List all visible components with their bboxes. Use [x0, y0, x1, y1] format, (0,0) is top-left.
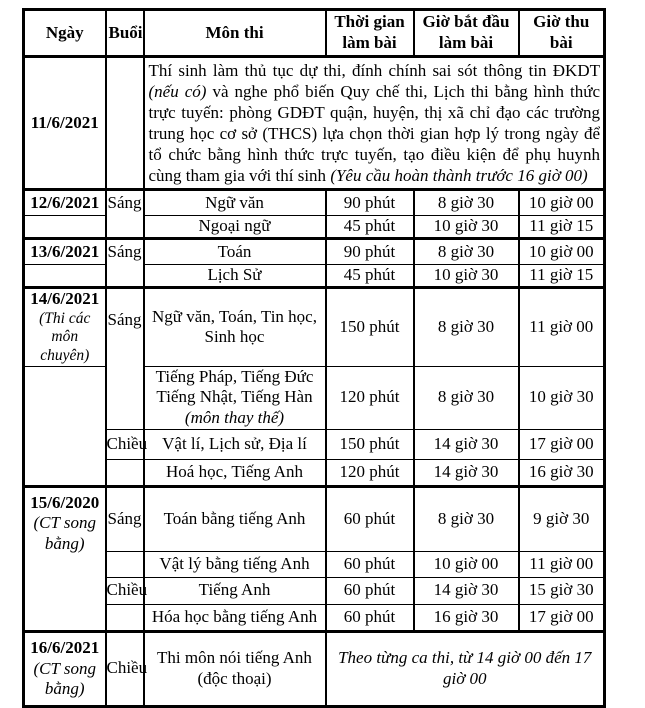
session-cell: Chiều	[106, 577, 144, 604]
end-time-cell: 16 giờ 30	[519, 459, 605, 486]
date-note: (Thi các môn chuyên)	[39, 309, 91, 364]
session-cell: Chiều	[106, 429, 144, 459]
row-11-6	[24, 57, 605, 190]
subject-cell: Vật lý bằng tiếng Anh	[144, 551, 326, 577]
notice-italic-1: (nếu có)	[148, 82, 207, 101]
duration-cell: 90 phút	[326, 190, 414, 216]
duration-cell: 120 phút	[326, 459, 414, 486]
notice-cell	[144, 57, 605, 190]
empty-date-cell	[24, 216, 106, 239]
subject-line-2: Tiếng Nhật, Tiếng Hàn	[156, 387, 313, 407]
duration-cell: 60 phút	[326, 486, 414, 551]
empty-session-cell	[106, 551, 144, 577]
header-mon-thi: Môn thi	[144, 10, 326, 57]
row-14-6-d	[24, 459, 605, 486]
end-time-cell: 11 giờ 15	[519, 265, 605, 288]
end-time-cell: 10 giờ 00	[519, 190, 605, 216]
subject-cell	[144, 366, 326, 429]
exam-schedule-table	[22, 8, 606, 708]
start-time-cell: 10 giờ 30	[414, 265, 519, 288]
duration-cell: 60 phút	[326, 551, 414, 577]
empty-session-cell	[106, 57, 144, 190]
end-time-cell: 11 giờ 00	[519, 551, 605, 577]
subject-cell: Toán	[144, 239, 326, 265]
subject-line-2: (độc thoại)	[197, 668, 272, 688]
start-time-cell: 14 giờ 30	[414, 459, 519, 486]
header-gio-thu-bai: Giờ thu bài	[519, 10, 605, 57]
session-cell: Sáng	[106, 288, 144, 430]
empty-session-cell	[106, 459, 144, 486]
date-cell: 12/6/2021	[24, 190, 106, 216]
subject-cell: Ngoại ngữ	[144, 216, 326, 239]
notice-text: Thí sinh làm thủ tục dự thi, đính chính sai sót thông tin ĐKDT	[148, 61, 600, 80]
start-time-cell: 14 giờ 30	[414, 429, 519, 459]
duration-cell: 120 phút	[326, 366, 414, 429]
start-time-cell: 8 giờ 30	[414, 288, 519, 367]
row-15-6-b	[24, 551, 605, 577]
date-note: (CT song bằng)	[33, 513, 96, 553]
subject-cell: Lịch Sử	[144, 265, 326, 288]
start-time-cell: 10 giờ 00	[414, 551, 519, 577]
empty-session-cell	[106, 604, 144, 631]
duration-cell: 45 phút	[326, 216, 414, 239]
duration-cell: 150 phút	[326, 288, 414, 367]
date-cell: 13/6/2021	[24, 239, 106, 265]
row-12-6-a	[24, 190, 605, 216]
end-time-cell: 9 giờ 30	[519, 486, 605, 551]
row-15-6-d	[24, 604, 605, 631]
session-cell: Sáng	[106, 190, 144, 239]
date-cell	[24, 486, 106, 631]
date-cell	[24, 288, 106, 367]
subject-note: (môn thay thế)	[184, 407, 285, 427]
start-time-cell: 8 giờ 30	[414, 239, 519, 265]
header-gio-bat-dau: Giờ bắt đầu làm bài	[414, 10, 519, 57]
start-time-cell: 14 giờ 30	[414, 577, 519, 604]
session-cell: Sáng	[106, 239, 144, 288]
exam-window-cell: Theo từng ca thi, từ 14 giờ 00 đến 17 giờ 00	[326, 631, 605, 706]
duration-cell: 60 phút	[326, 577, 414, 604]
date-cell: 11/6/2021	[24, 57, 106, 190]
subject-cell: Tiếng Anh	[144, 577, 326, 604]
empty-date-cell	[24, 366, 106, 486]
row-16-6	[24, 631, 605, 706]
session-cell: Sáng	[106, 486, 144, 551]
end-time-cell: 10 giờ 30	[519, 366, 605, 429]
subject-cell: Hoá học, Tiếng Anh	[144, 459, 326, 486]
start-time-cell: 8 giờ 30	[414, 366, 519, 429]
row-15-6-c	[24, 577, 605, 604]
end-time-cell: 11 giờ 00	[519, 288, 605, 367]
header-thoi-gian-lam-bai: Thời gian làm bài	[326, 10, 414, 57]
end-time-cell: 17 giờ 00	[519, 429, 605, 459]
duration-cell: 150 phút	[326, 429, 414, 459]
end-time-cell: 11 giờ 15	[519, 216, 605, 239]
header-buoi: Buổi	[106, 10, 144, 57]
row-15-6-a	[24, 486, 605, 551]
duration-cell: 45 phút	[326, 265, 414, 288]
subject-cell: Vật lí, Lịch sử, Địa lí	[144, 429, 326, 459]
start-time-cell: 10 giờ 30	[414, 216, 519, 239]
notice-italic-2: (Yêu cầu hoàn thành trước 16 giờ 00)	[330, 166, 588, 185]
duration-cell: 90 phút	[326, 239, 414, 265]
date-note: (CT song bằng)	[33, 658, 96, 699]
start-time-cell: 8 giờ 30	[414, 190, 519, 216]
end-time-cell: 15 giờ 30	[519, 577, 605, 604]
subject-cell: Hóa học bằng tiếng Anh	[144, 604, 326, 631]
header-row	[24, 10, 605, 57]
date-text: 14/6/2021	[30, 289, 100, 308]
start-time-cell: 8 giờ 30	[414, 486, 519, 551]
row-13-6-a	[24, 239, 605, 265]
subject-cell: Ngữ văn	[144, 190, 326, 216]
notice-text-2: và nghe phổ biến Quy chế thi, Lịch thi bằng hình thức trực tuyến: phòng GDĐT quận, huyện, thị xã chỉ đạo các trường trung học cơ sở (THCS) lựa chọn thời gian hợp lý trong ngày để tổ chức bằng hình thức trực tuyến, tạo điều kiện để phụ huynh cùng tham gia với thí sinh	[148, 82, 600, 185]
session-cell: Chiều	[106, 631, 144, 706]
start-time-cell: 16 giờ 30	[414, 604, 519, 631]
date-cell	[24, 631, 106, 706]
date-text: 15/6/2020	[30, 492, 100, 512]
subject-line-1: Tiếng Pháp, Tiếng Đức	[155, 366, 314, 386]
subject-line-1: Thi môn nói tiếng Anh	[157, 647, 312, 667]
subject-cell: Ngữ văn, Toán, Tin học, Sinh học	[144, 288, 326, 367]
end-time-cell: 10 giờ 00	[519, 239, 605, 265]
end-time-cell: 17 giờ 00	[519, 604, 605, 631]
duration-cell: 60 phút	[326, 604, 414, 631]
subject-cell	[144, 631, 326, 706]
row-14-6-c	[24, 429, 605, 459]
empty-date-cell	[24, 265, 106, 288]
subject-cell: Toán bằng tiếng Anh	[144, 486, 326, 551]
date-text: 16/6/2021	[30, 637, 100, 657]
row-14-6-a	[24, 288, 605, 367]
header-ngay: Ngày	[24, 10, 106, 57]
